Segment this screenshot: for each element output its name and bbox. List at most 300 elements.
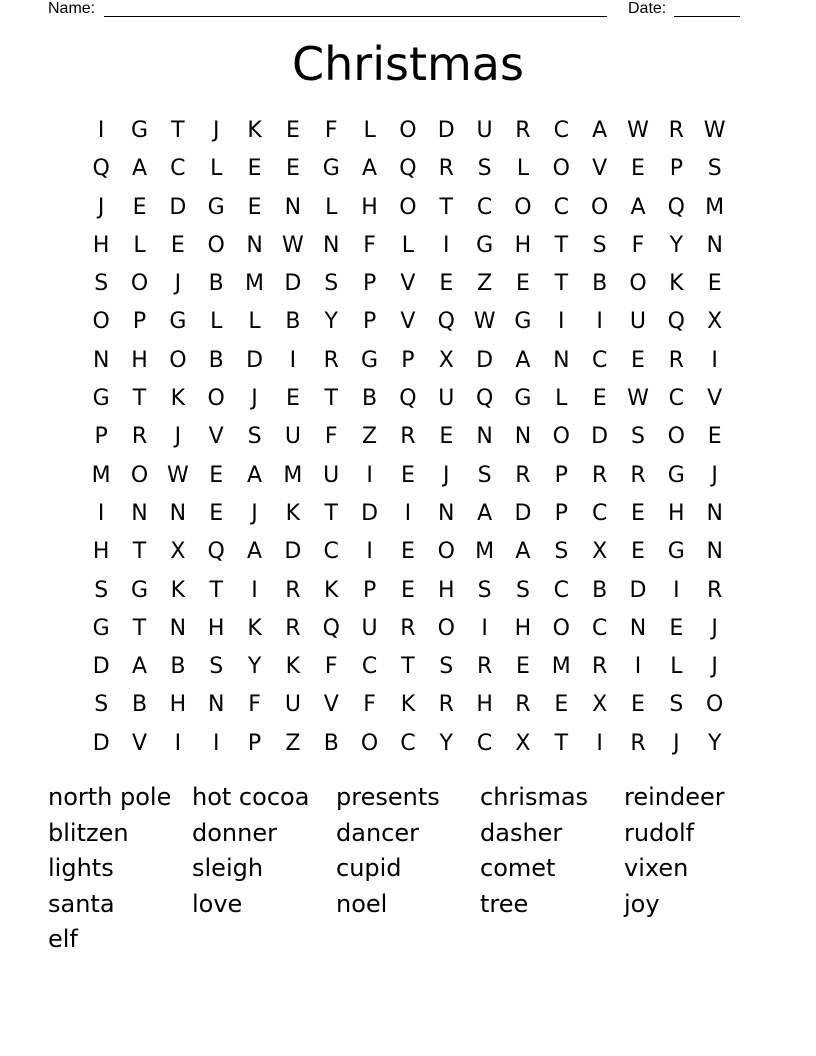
grid-letter: D [92, 654, 110, 680]
word-list-item: dasher [480, 818, 563, 847]
grid-letter: H [437, 577, 455, 603]
grid-letter: C [668, 386, 685, 412]
grid-letter: I [443, 232, 450, 258]
grid-letter: S [94, 577, 109, 603]
grid-letter: T [401, 654, 415, 680]
grid-letter: S [94, 692, 109, 718]
grid-letter: S [707, 156, 722, 182]
grid-letter: R [285, 615, 301, 641]
grid-letter: C [553, 577, 569, 603]
grid-letter: J [174, 271, 182, 297]
grid-letter: O [92, 309, 110, 335]
grid-letter: G [130, 577, 149, 603]
grid-letter: H [476, 692, 493, 718]
grid-letter: G [130, 118, 149, 143]
grid-letter: C [323, 539, 339, 565]
grid-letter: L [248, 309, 261, 335]
grid-letter: H [131, 347, 148, 373]
grid-letter: D [591, 424, 609, 450]
grid-row [82, 112, 734, 150]
grid-letter: K [324, 577, 339, 603]
grid-row [82, 189, 734, 227]
grid-letter: D [629, 577, 647, 603]
grid-letter: S [247, 424, 262, 450]
grid-letter: N [131, 500, 148, 526]
grid-letter: S [477, 462, 492, 488]
grid-letter: O [706, 692, 724, 718]
grid-letter: N [323, 232, 340, 258]
grid-letter: E [170, 232, 185, 258]
grid-letter: R [476, 654, 493, 680]
grid-letter: O [207, 232, 225, 258]
grid-letter: P [362, 271, 377, 297]
grid-letter: N [706, 539, 723, 565]
grid-letter: D [514, 500, 532, 526]
grid-letter: I [558, 309, 565, 335]
grid-letter: M [475, 539, 495, 565]
grid-letter: I [289, 347, 297, 373]
grid-letter: D [361, 500, 379, 526]
grid-letter: P [247, 730, 262, 756]
grid-letter: R [400, 424, 416, 450]
grid-letter: T [439, 194, 453, 220]
grid-letter: E [285, 118, 300, 143]
grid-letter: U [361, 615, 378, 641]
letter-grid [82, 112, 734, 763]
grid-letter: T [324, 386, 338, 412]
grid-letter: I [251, 577, 258, 603]
grid-letter: P [554, 500, 568, 526]
grid-letter: X [592, 692, 608, 718]
grid-letter: S [477, 577, 492, 603]
grid-letter: V [400, 309, 416, 335]
grid-letter: K [247, 615, 262, 641]
grid-letter: Z [362, 424, 378, 450]
grid-letter: U [284, 692, 301, 718]
grid-letter: R [591, 462, 608, 488]
grid-letter: O [437, 539, 455, 565]
grid-letter: T [324, 500, 338, 526]
grid-letter: B [362, 386, 378, 412]
grid-row [82, 533, 734, 571]
word-list-item: rudolf [624, 818, 695, 847]
grid-letter: Q [399, 386, 417, 412]
grid-letter: G [667, 539, 685, 565]
grid-letter: A [630, 194, 646, 220]
grid-letter: G [361, 347, 379, 373]
grid-letter: I [634, 654, 642, 680]
grid-letter: E [592, 386, 607, 412]
grid-letter: L [210, 309, 223, 335]
grid-letter: W [166, 462, 189, 488]
grid-letter: N [706, 232, 723, 258]
word-list-item: chrismas [480, 783, 589, 811]
grid-letter: T [132, 615, 147, 641]
grid-letter: Y [247, 654, 262, 680]
grid-letter: Q [207, 539, 225, 565]
grid-letter: T [554, 271, 569, 297]
grid-letter: S [631, 424, 645, 450]
grid-letter: C [476, 730, 493, 756]
word-list-item: comet [480, 854, 556, 882]
grid-letter: P [362, 577, 377, 603]
grid-row [82, 725, 734, 763]
grid-letter: F [324, 424, 338, 450]
grid-letter: A [131, 156, 148, 182]
grid-letter: S [669, 692, 684, 718]
grid-letter: Y [439, 730, 453, 756]
grid-letter: G [92, 386, 110, 412]
grid-letter: B [208, 271, 224, 297]
grid-letter: T [171, 118, 185, 143]
grid-letter: S [94, 271, 109, 297]
grid-letter: N [92, 347, 110, 373]
grid-letter: E [631, 347, 645, 373]
grid-letter: J [443, 462, 450, 488]
grid-row [82, 150, 734, 188]
grid-letter: L [133, 232, 146, 258]
grid-letter: T [209, 577, 223, 603]
grid-letter: N [438, 500, 455, 526]
grid-letter: J [673, 730, 680, 756]
word-list-item: santa [48, 889, 115, 918]
grid-letter: M [283, 462, 303, 488]
grid-letter: Q [322, 615, 340, 641]
grid-letter: L [325, 194, 338, 220]
grid-letter: R [438, 692, 454, 718]
grid-letter: H [514, 615, 532, 641]
grid-letter: N [553, 347, 570, 373]
grid-letter: I [596, 309, 603, 335]
grid-letter: I [366, 462, 373, 488]
grid-letter: B [592, 271, 608, 297]
grid-letter: N [514, 424, 532, 450]
grid-letter: P [132, 309, 147, 335]
name-label: Name: [48, 0, 96, 17]
grid-letter: V [208, 424, 224, 450]
grid-letter: G [322, 156, 340, 182]
grid-letter: Q [92, 156, 110, 182]
grid-letter: O [514, 194, 532, 220]
grid-row [82, 418, 734, 456]
grid-letter: X [592, 539, 608, 565]
grid-letter: A [131, 654, 148, 680]
grid-letter: F [363, 692, 376, 718]
word-list-item: lights [48, 854, 114, 882]
grid-letter: K [285, 500, 301, 526]
grid-letter: E [707, 271, 722, 297]
grid-letter: Q [475, 386, 494, 412]
grid-letter: G [92, 615, 110, 641]
grid-letter: I [711, 347, 718, 373]
grid-row [82, 227, 734, 265]
grid-letter: N [476, 424, 493, 450]
grid-letter: E [554, 692, 569, 718]
grid-letter: H [514, 232, 532, 258]
grid-letter: J [711, 654, 718, 680]
grid-letter: K [669, 271, 684, 297]
grid-letter: R [515, 692, 531, 718]
grid-letter: F [631, 232, 645, 258]
grid-letter: L [555, 386, 568, 412]
grid-letter: G [514, 309, 532, 335]
grid-letter: O [360, 730, 379, 756]
grid-letter: U [323, 462, 340, 488]
grid-letter: E [631, 500, 645, 526]
word-list-item: noel [336, 889, 388, 918]
grid-letter: O [130, 462, 149, 488]
grid-letter: E [439, 424, 454, 450]
grid-letter: R [515, 462, 531, 488]
grid-letter: T [132, 539, 147, 565]
grid-letter: R [400, 615, 416, 641]
grid-letter: G [169, 309, 187, 335]
grid-letter: S [515, 577, 530, 603]
grid-letter: W [627, 386, 649, 412]
grid-letter: J [97, 194, 105, 220]
grid-letter: R [668, 347, 684, 373]
grid-letter: A [247, 462, 263, 488]
grid-letter: B [170, 654, 186, 680]
grid-letter: W [473, 309, 496, 335]
grid-letter: U [476, 118, 493, 143]
grid-letter: A [477, 500, 493, 526]
grid-letter: X [515, 730, 531, 756]
grid-letter: L [401, 232, 415, 258]
grid-letter: S [477, 156, 492, 182]
grid-letter: W [703, 118, 726, 143]
grid-letter: F [324, 118, 338, 143]
grid-letter: C [553, 118, 569, 143]
grid-letter: O [207, 386, 225, 412]
grid-row [82, 380, 734, 418]
grid-letter: D [437, 118, 455, 143]
grid-letter: G [476, 232, 494, 258]
date-label: Date: [628, 0, 667, 17]
grid-letter: K [247, 118, 262, 143]
grid-letter: E [400, 577, 415, 603]
grid-letter: Z [477, 271, 493, 297]
grid-letter: R [630, 730, 646, 756]
grid-row [82, 265, 734, 303]
grid-letter: D [284, 271, 302, 297]
grid-letter: V [592, 156, 608, 182]
grid-letter: P [669, 156, 683, 182]
grid-letter: C [170, 156, 186, 182]
grid-letter: O [590, 194, 609, 220]
grid-letter: E [247, 156, 262, 182]
grid-row [82, 303, 734, 341]
grid-letter: F [248, 692, 261, 718]
grid-letter: C [591, 500, 608, 526]
grid-row [82, 457, 734, 495]
word-list-item: tree [480, 889, 529, 918]
grid-row [82, 610, 734, 648]
grid-letter: J [251, 500, 258, 526]
grid-letter: R [285, 577, 301, 603]
grid-letter: H [361, 194, 378, 220]
grid-letter: N [169, 615, 187, 641]
word-list-item: sleigh [192, 854, 264, 882]
grid-letter: J [212, 118, 220, 143]
grid-letter: O [130, 271, 149, 297]
grid-letter: O [552, 424, 570, 450]
grid-letter: L [363, 118, 376, 143]
grid-letter: N [246, 232, 263, 258]
grid-letter: C [361, 654, 378, 680]
grid-letter: E [516, 654, 530, 680]
grid-letter: Y [324, 309, 338, 335]
grid-letter: J [251, 386, 258, 412]
grid-letter: B [208, 347, 224, 373]
word-list-item: donner [192, 818, 277, 847]
grid-letter: Q [399, 156, 417, 182]
grid-row [82, 686, 734, 724]
grid-letter: T [554, 232, 569, 258]
grid-letter: W [282, 232, 304, 258]
grid-letter: E [516, 271, 530, 297]
grid-letter: S [209, 654, 224, 680]
grid-letter: L [670, 654, 683, 680]
grid-letter: E [707, 424, 722, 450]
grid-letter: J [711, 615, 718, 641]
grid-letter: R [707, 577, 723, 603]
grid-letter: I [212, 730, 220, 756]
grid-letter: V [323, 692, 339, 718]
grid-letter: I [404, 500, 412, 526]
grid-letter: A [362, 156, 378, 182]
word-list-item: hot cocoa [192, 783, 310, 811]
grid-letter: B [131, 692, 148, 718]
grid-letter: S [324, 271, 339, 297]
grid-letter: P [362, 309, 377, 335]
grid-letter: R [323, 347, 339, 373]
grid-letter: L [210, 156, 223, 182]
grid-letter: R [131, 424, 148, 450]
grid-letter: Y [707, 730, 722, 756]
grid-letter: U [629, 309, 647, 335]
grid-letter: F [363, 232, 376, 258]
date-line [674, 16, 740, 17]
grid-letter: W [627, 118, 649, 143]
grid-letter: I [596, 730, 603, 756]
grid-letter: H [169, 692, 187, 718]
grid-letter: E [285, 386, 300, 412]
grid-letter: S [592, 232, 607, 258]
grid-letter: E [439, 271, 454, 297]
grid-letter: H [207, 615, 225, 641]
grid-row [82, 572, 734, 610]
grid-letter: S [554, 539, 569, 565]
grid-letter: B [285, 309, 301, 335]
grid-letter: O [667, 424, 685, 450]
grid-letter: Q [667, 309, 685, 335]
grid-letter: E [631, 539, 645, 565]
grid-letter: D [92, 730, 110, 756]
grid-letter: P [401, 347, 415, 373]
grid-letter: O [437, 615, 455, 641]
grid-row [82, 342, 734, 380]
grid-letter: J [174, 424, 182, 450]
grid-letter: I [97, 118, 105, 143]
grid-letter: A [515, 347, 531, 373]
grid-letter: N [284, 194, 302, 220]
grid-letter: B [592, 577, 608, 603]
grid-letter: A [592, 118, 608, 143]
grid-letter: C [591, 347, 608, 373]
grid-letter: H [668, 500, 685, 526]
word-list-item: presents [336, 783, 440, 811]
grid-letter: G [207, 194, 225, 220]
word-list [48, 780, 768, 958]
header [0, 0, 816, 20]
grid-letter: S [439, 654, 454, 680]
grid-letter: R [438, 156, 454, 182]
grid-letter: I [174, 730, 182, 756]
grid-letter: K [400, 692, 416, 718]
grid-letter: O [552, 615, 570, 641]
grid-letter: F [324, 654, 338, 680]
grid-letter: R [591, 654, 608, 680]
grid-letter: H [92, 232, 110, 258]
grid-row [82, 648, 734, 686]
grid-letter: E [132, 194, 147, 220]
grid-letter: J [711, 462, 718, 488]
word-list-item: joy [624, 889, 660, 918]
grid-letter: I [481, 615, 488, 641]
grid-letter: O [399, 194, 417, 220]
grid-letter: K [285, 654, 301, 680]
grid-letter: U [438, 386, 455, 412]
grid-letter: O [169, 347, 187, 373]
grid-letter: O [629, 271, 647, 297]
grid-letter: V [707, 386, 723, 412]
grid-letter: R [515, 118, 531, 143]
grid-letter: E [631, 692, 645, 718]
grid-letter: E [247, 194, 262, 220]
word-list-item: vixen [624, 854, 689, 882]
grid-letter: X [438, 347, 454, 373]
grid-letter: R [668, 118, 684, 143]
grid-letter: V [131, 730, 148, 756]
grid-letter: M [91, 462, 111, 488]
grid-letter: E [400, 539, 415, 565]
grid-letter: M [245, 271, 265, 297]
word-list-item: north pole [48, 783, 172, 811]
grid-letter: X [707, 309, 723, 335]
grid-letter: P [554, 462, 568, 488]
grid-letter: D [169, 194, 187, 220]
grid-letter: C [476, 194, 493, 220]
name-line [104, 16, 607, 17]
grid-letter: Z [285, 730, 301, 756]
grid-letter: G [514, 386, 532, 412]
grid-letter: C [400, 730, 416, 756]
grid-letter: G [667, 462, 685, 488]
grid-letter: M [551, 654, 571, 680]
word-list-item: love [192, 889, 243, 918]
grid-letter: D [246, 347, 264, 373]
grid-letter: N [169, 500, 187, 526]
grid-letter: O [552, 156, 570, 182]
grid-letter: Q [437, 309, 455, 335]
grid-letter: E [400, 462, 415, 488]
grid-letter: E [669, 615, 684, 641]
grid-letter: R [630, 462, 646, 488]
grid-letter: B [323, 730, 339, 756]
grid-letter: O [399, 118, 417, 143]
grid-letter: C [591, 615, 608, 641]
